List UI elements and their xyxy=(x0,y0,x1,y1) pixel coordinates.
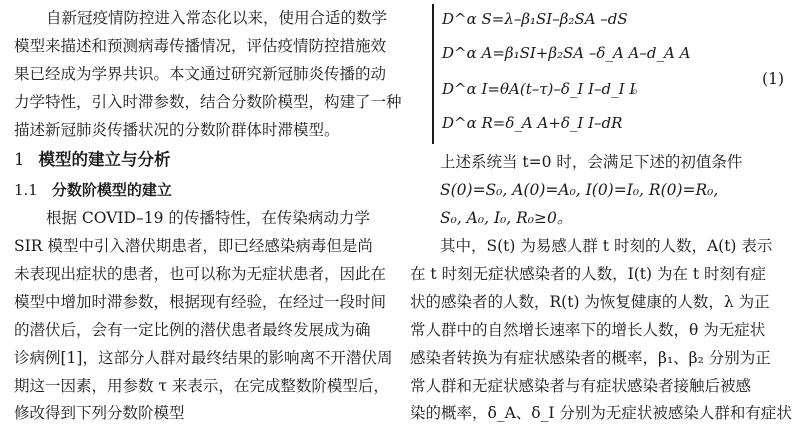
def-line-2: 在 t 时刻无症状感染者的人数，I(t) 为在 t 时刻有症 xyxy=(410,265,767,283)
def-line-3: 状的感染者的人数，R(t) 为恢复健康的人数，λ 为正 xyxy=(410,293,770,311)
body-line-3: 未表现出症状的患者，也可以称为无症状患者，因此在 xyxy=(14,265,387,283)
intro-line-3: 果已经成为学界共识。本文通过研究新冠肺炎传播的动 xyxy=(14,65,387,83)
body-line-7: 期这一因素，用参数 τ 来表示，在完成整数阶模型后， xyxy=(14,377,389,395)
def-line-4: 常人群中的自然增长速率下的增长人数，θ 为无症状 xyxy=(410,321,766,339)
intro-line-2: 模型来描述和预测病毒传播情况，评估疫情防控措施效 xyxy=(14,37,387,55)
def-line-6: 常人群和无症状感染者与有症状感染者接触后被感 xyxy=(410,377,752,395)
equation-line-4: D^α R=δ_A A+δ_I I–dR xyxy=(442,114,623,132)
section-heading xyxy=(14,150,171,170)
intro-line-5: 描述新冠肺炎传播状况的分数阶群体时滞模型。 xyxy=(14,121,340,139)
equation-system xyxy=(422,0,800,148)
equation-dot: 。 xyxy=(632,78,648,96)
def-line-5: 感染者转换为有症状感染者的概率，β₁、β₂ 分别为正 xyxy=(410,349,771,367)
equation-number: (1) xyxy=(762,70,784,88)
init-line-2: S(0)=S₀, A(0)=A₀, I(0)=I₀, R(0)=R₀, xyxy=(440,181,719,199)
body-line-5: 的潜伏后，会有一定比例的潜伏患者最终发展成为确 xyxy=(14,321,371,339)
subsection-heading xyxy=(14,180,172,200)
section-title: 模型的建立与分析 xyxy=(38,150,171,169)
equation-line-2: D^α A=β₁SI+β₂SA –δ_A A–d_A A xyxy=(442,44,691,62)
def-line-7: 染的概率，δ_A、δ_I 分别为无症状被感染人群和有症状 xyxy=(410,404,792,422)
body-line-1: 根据 COVID–19 的传播特性，在传染病动力学 xyxy=(46,209,370,227)
body-line-6: 诊病例[1]，这部分人群对最终结果的影响离不开潜伏周 xyxy=(14,349,393,367)
body-line-2: SIR 模型中引入潜伏期患者，即已经感染病毒但是尚 xyxy=(14,237,373,255)
intro-line-4: 力学特性，引入时滞参数，结合分数阶模型，构建了一种 xyxy=(14,93,402,111)
equation-line-3: D^α I=θA(t–τ)–δ_I I–d_I I xyxy=(442,80,636,98)
init-line-3: S₀, A₀, I₀, R₀≥0。 xyxy=(440,209,573,227)
equation-line-1: D^α S=λ–β₁SI–β₂SA –dS xyxy=(442,10,628,28)
def-line-1: 其中，S(t) 为易感人群 t 时刻的人数，A(t) 表示 xyxy=(440,237,773,255)
section-number: 1 xyxy=(14,150,25,169)
subsection-title: 分数阶模型的建立 xyxy=(51,181,172,199)
init-line-1: 上述系统当 t=0 时，会满足下述的初值条件 xyxy=(440,153,743,171)
body-line-4: 模型中增加时滞参数，根据现有经验，在经过一段时间 xyxy=(14,293,387,311)
subsection-number: 1.1 xyxy=(14,181,38,199)
body-line-8: 修改得到下列分数阶模型 xyxy=(14,404,185,422)
intro-line-1: 自新冠疫情防控进入常态化以来，使用合适的数学 xyxy=(46,9,388,27)
equation-brace xyxy=(432,4,434,144)
